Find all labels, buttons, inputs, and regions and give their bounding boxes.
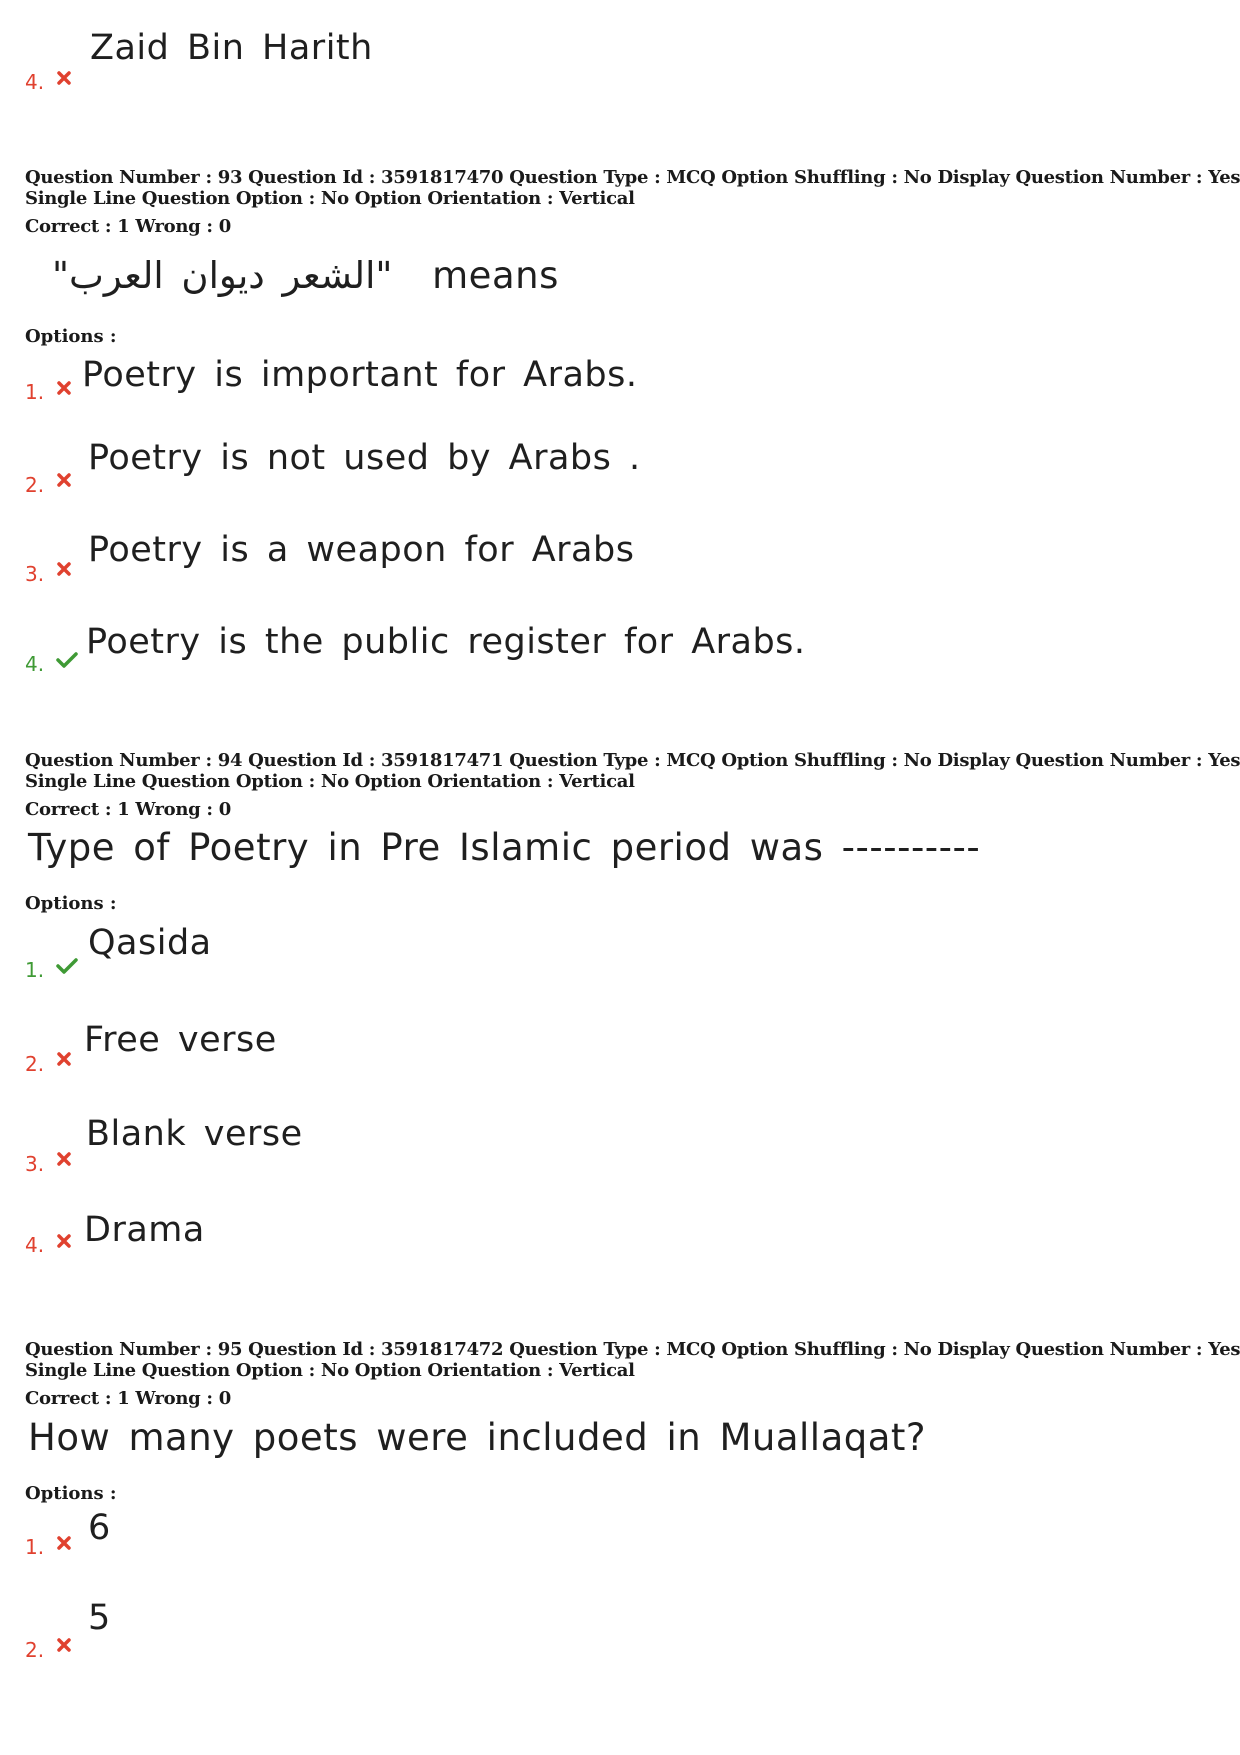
q94-options-label: Options : bbox=[25, 893, 117, 914]
q94-option-1-text: Qasida bbox=[88, 923, 212, 963]
q94-option-1-number: 1. bbox=[25, 958, 45, 982]
cross-icon bbox=[56, 70, 72, 86]
q95-question: How many poets were included in Muallaqat? bbox=[28, 1416, 927, 1459]
q93-meta-line3: Correct : 1 Wrong : 0 bbox=[25, 216, 231, 237]
q93-option-2-text: Poetry is not used by Arabs . bbox=[88, 438, 641, 478]
q94-option-3-text: Blank verse bbox=[86, 1114, 303, 1154]
q94-question: Type of Poetry in Pre Islamic period was ---------- bbox=[28, 826, 981, 869]
cross-icon bbox=[56, 561, 72, 577]
prev-option-number: 4. bbox=[25, 70, 45, 94]
q93-option-4-text: Poetry is the public register for Arabs. bbox=[86, 622, 806, 662]
q93-option-3-number: 3. bbox=[25, 562, 45, 586]
cross-icon bbox=[56, 1051, 72, 1067]
q95-option-2-text: 5 bbox=[88, 1598, 111, 1638]
q94-option-2-text: Free verse bbox=[84, 1020, 277, 1060]
check-icon bbox=[56, 958, 78, 974]
cross-icon bbox=[56, 1151, 72, 1167]
q95-meta-line3: Correct : 1 Wrong : 0 bbox=[25, 1388, 231, 1409]
q95-option-1-text: 6 bbox=[88, 1508, 111, 1548]
cross-icon bbox=[56, 1637, 72, 1653]
q93-question-arabic: "الشعر ديوان العرب" bbox=[52, 254, 393, 297]
q94-option-3-number: 3. bbox=[25, 1152, 45, 1176]
cross-icon bbox=[56, 380, 72, 396]
prev-option-text: Zaid Bin Harith bbox=[90, 28, 373, 68]
q93-option-3-text: Poetry is a weapon for Arabs bbox=[88, 530, 635, 570]
cross-icon bbox=[56, 1233, 72, 1249]
q94-meta-line1: Question Number : 94 Question Id : 3591817471 Question Type : MCQ Option Shuffling : No Display Question Number : Yes bbox=[25, 750, 1240, 771]
q93-option-4-number: 4. bbox=[25, 652, 45, 676]
q94-meta-line2: Single Line Question Option : No Option Orientation : Vertical bbox=[25, 771, 635, 792]
cross-icon bbox=[56, 1535, 72, 1551]
q95-meta-line1: Question Number : 95 Question Id : 3591817472 Question Type : MCQ Option Shuffling : No Display Question Number : Yes bbox=[25, 1339, 1240, 1360]
q95-option-1-number: 1. bbox=[25, 1535, 45, 1559]
q94-option-4-number: 4. bbox=[25, 1233, 45, 1257]
q95-options-label: Options : bbox=[25, 1483, 117, 1504]
q93-option-1-text: Poetry is important for Arabs. bbox=[82, 355, 638, 395]
q93-question-suffix: means bbox=[432, 254, 559, 297]
q94-option-2-number: 2. bbox=[25, 1052, 45, 1076]
q95-meta-line2: Single Line Question Option : No Option Orientation : Vertical bbox=[25, 1360, 635, 1381]
q93-question bbox=[52, 254, 559, 297]
q95-option-2-number: 2. bbox=[25, 1638, 45, 1662]
cross-icon bbox=[56, 472, 72, 488]
q94-option-4-text: Drama bbox=[84, 1210, 205, 1250]
q93-option-1-number: 1. bbox=[25, 380, 45, 404]
check-icon bbox=[56, 652, 78, 668]
q94-meta-line3: Correct : 1 Wrong : 0 bbox=[25, 799, 231, 820]
q93-options-label: Options : bbox=[25, 326, 117, 347]
q93-meta-line2: Single Line Question Option : No Option Orientation : Vertical bbox=[25, 188, 635, 209]
q93-option-2-number: 2. bbox=[25, 473, 45, 497]
q93-meta-line1: Question Number : 93 Question Id : 3591817470 Question Type : MCQ Option Shuffling : No Display Question Number : Yes bbox=[25, 167, 1240, 188]
